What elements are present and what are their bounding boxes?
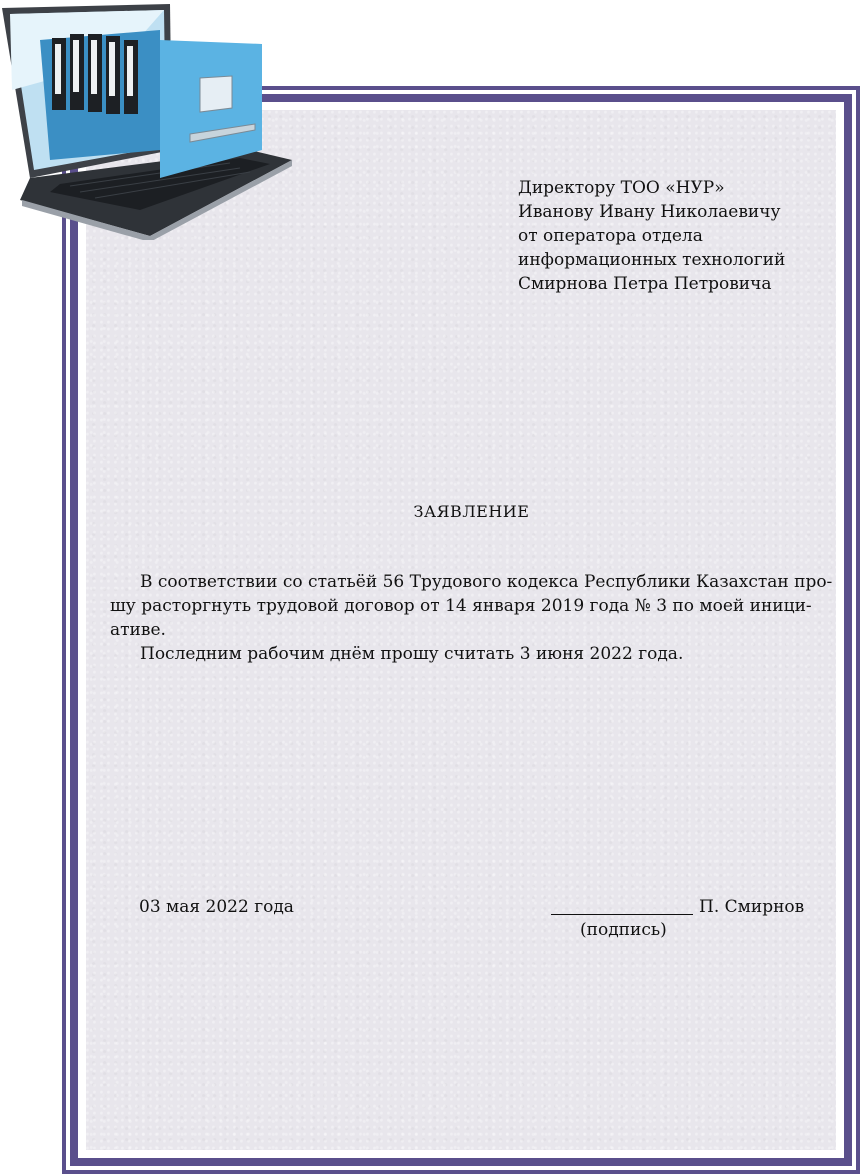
body-line: ативе.	[110, 620, 166, 640]
body-line: шу расторгнуть трудовой договор от 14 января 2019 года № 3 по моей иници-	[110, 596, 812, 616]
addressee-line: Иванову Ивану Николаевичу	[518, 202, 781, 222]
body-line: В соответствии со статьёй 56 Трудового кодекса Республики Казахстан про-	[140, 572, 833, 592]
document-body	[110, 570, 833, 666]
signer-name: П. Смирнов	[699, 897, 805, 917]
addressee-line: Директору ТОО «НУР»	[518, 178, 725, 198]
signature-caption: (подпись)	[580, 920, 667, 940]
addressee-line: от оператора отдела	[518, 226, 703, 246]
body-line: Последним рабочим днём прошу считать 3 июня 2022 года.	[140, 644, 684, 664]
document-date: 03 мая 2022 года	[139, 897, 294, 917]
document-title: ЗАЯВЛЕНИЕ	[413, 502, 530, 521]
addressee-block	[518, 176, 785, 296]
signature-line	[551, 914, 693, 915]
addressee-line: Смирнова Петра Петровича	[518, 274, 772, 294]
addressee-line: информационных технологий	[518, 250, 786, 270]
laptop-file-cabinet-icon	[0, 0, 300, 240]
